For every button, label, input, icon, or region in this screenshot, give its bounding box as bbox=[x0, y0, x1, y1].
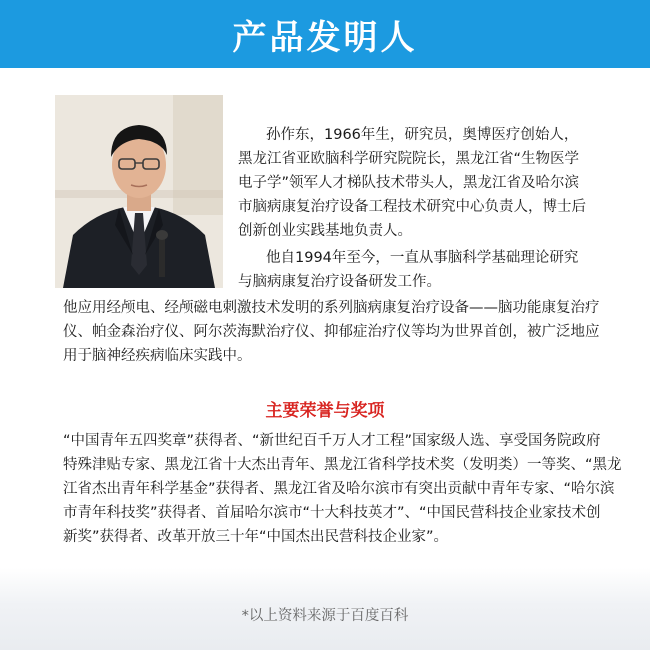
awards-line-4: 市青年科技奖”获得者、首届哈尔滨市“十大科技英才”、“中国民营科技企业家技术创 bbox=[63, 505, 601, 521]
inventor-portrait bbox=[55, 95, 223, 288]
bio-line-2: 黑龙江省亚欧脑科学研究院院长，黑龙江省“生物医学 bbox=[238, 151, 580, 167]
awards-line-1: “中国青年五四奖章”获得者、“新世纪百千万人才工程”国家级人选、享受国务院政府 bbox=[63, 433, 601, 449]
bio-line-9: 仪、帕金森治疗仪、阿尔茨海默治疗仪、抑郁症治疗仪等均为世界首创，被广泛地应 bbox=[63, 324, 600, 340]
bio-line-5: 创新创业实践基地负责人。 bbox=[238, 223, 412, 239]
bio-line-4: 市脑病康复治疗设备工程技术研究中心负责人，博士后 bbox=[238, 199, 586, 215]
awards-heading: 主要荣誉与奖项 bbox=[265, 401, 385, 421]
bio-line-7: 与脑病康复治疗设备研发工作。 bbox=[238, 274, 441, 290]
bio-line-8: 他应用经颅电、经颅磁电刺激技术发明的系列脑病康复治疗设备——脑功能康复治疗 bbox=[63, 300, 600, 316]
awards-line-2: 特殊津贴专家、黑龙江省十大杰出青年、黑龙江省科学技术奖（发明类）一等奖、“黑龙 bbox=[63, 457, 622, 473]
awards-line-5: 新奖”获得者、改革开放三十年“中国杰出民营科技企业家”。 bbox=[63, 529, 449, 545]
awards-line-3: 江省杰出青年科学基金”获得者、黑龙江省及哈尔滨市有突出贡献中青年专家、“哈尔滨 bbox=[63, 481, 615, 497]
bio-line-6: 他自1994年至今，一直从事脑科学基础理论研究 bbox=[266, 250, 579, 266]
page-title: 产品发明人 bbox=[232, 17, 418, 58]
bio-line-1: 孙作东，1966年生，研究员，奥博医疗创始人， bbox=[266, 127, 579, 143]
bio-line-10: 用于脑神经疾病临床实践中。 bbox=[63, 348, 252, 364]
bio-line-3: 电子学”领军人才梯队技术带头人，黑龙江省及哈尔滨 bbox=[238, 175, 580, 191]
header-banner bbox=[0, 0, 650, 68]
source-note: *以上资料来源于百度百科 bbox=[241, 608, 409, 624]
